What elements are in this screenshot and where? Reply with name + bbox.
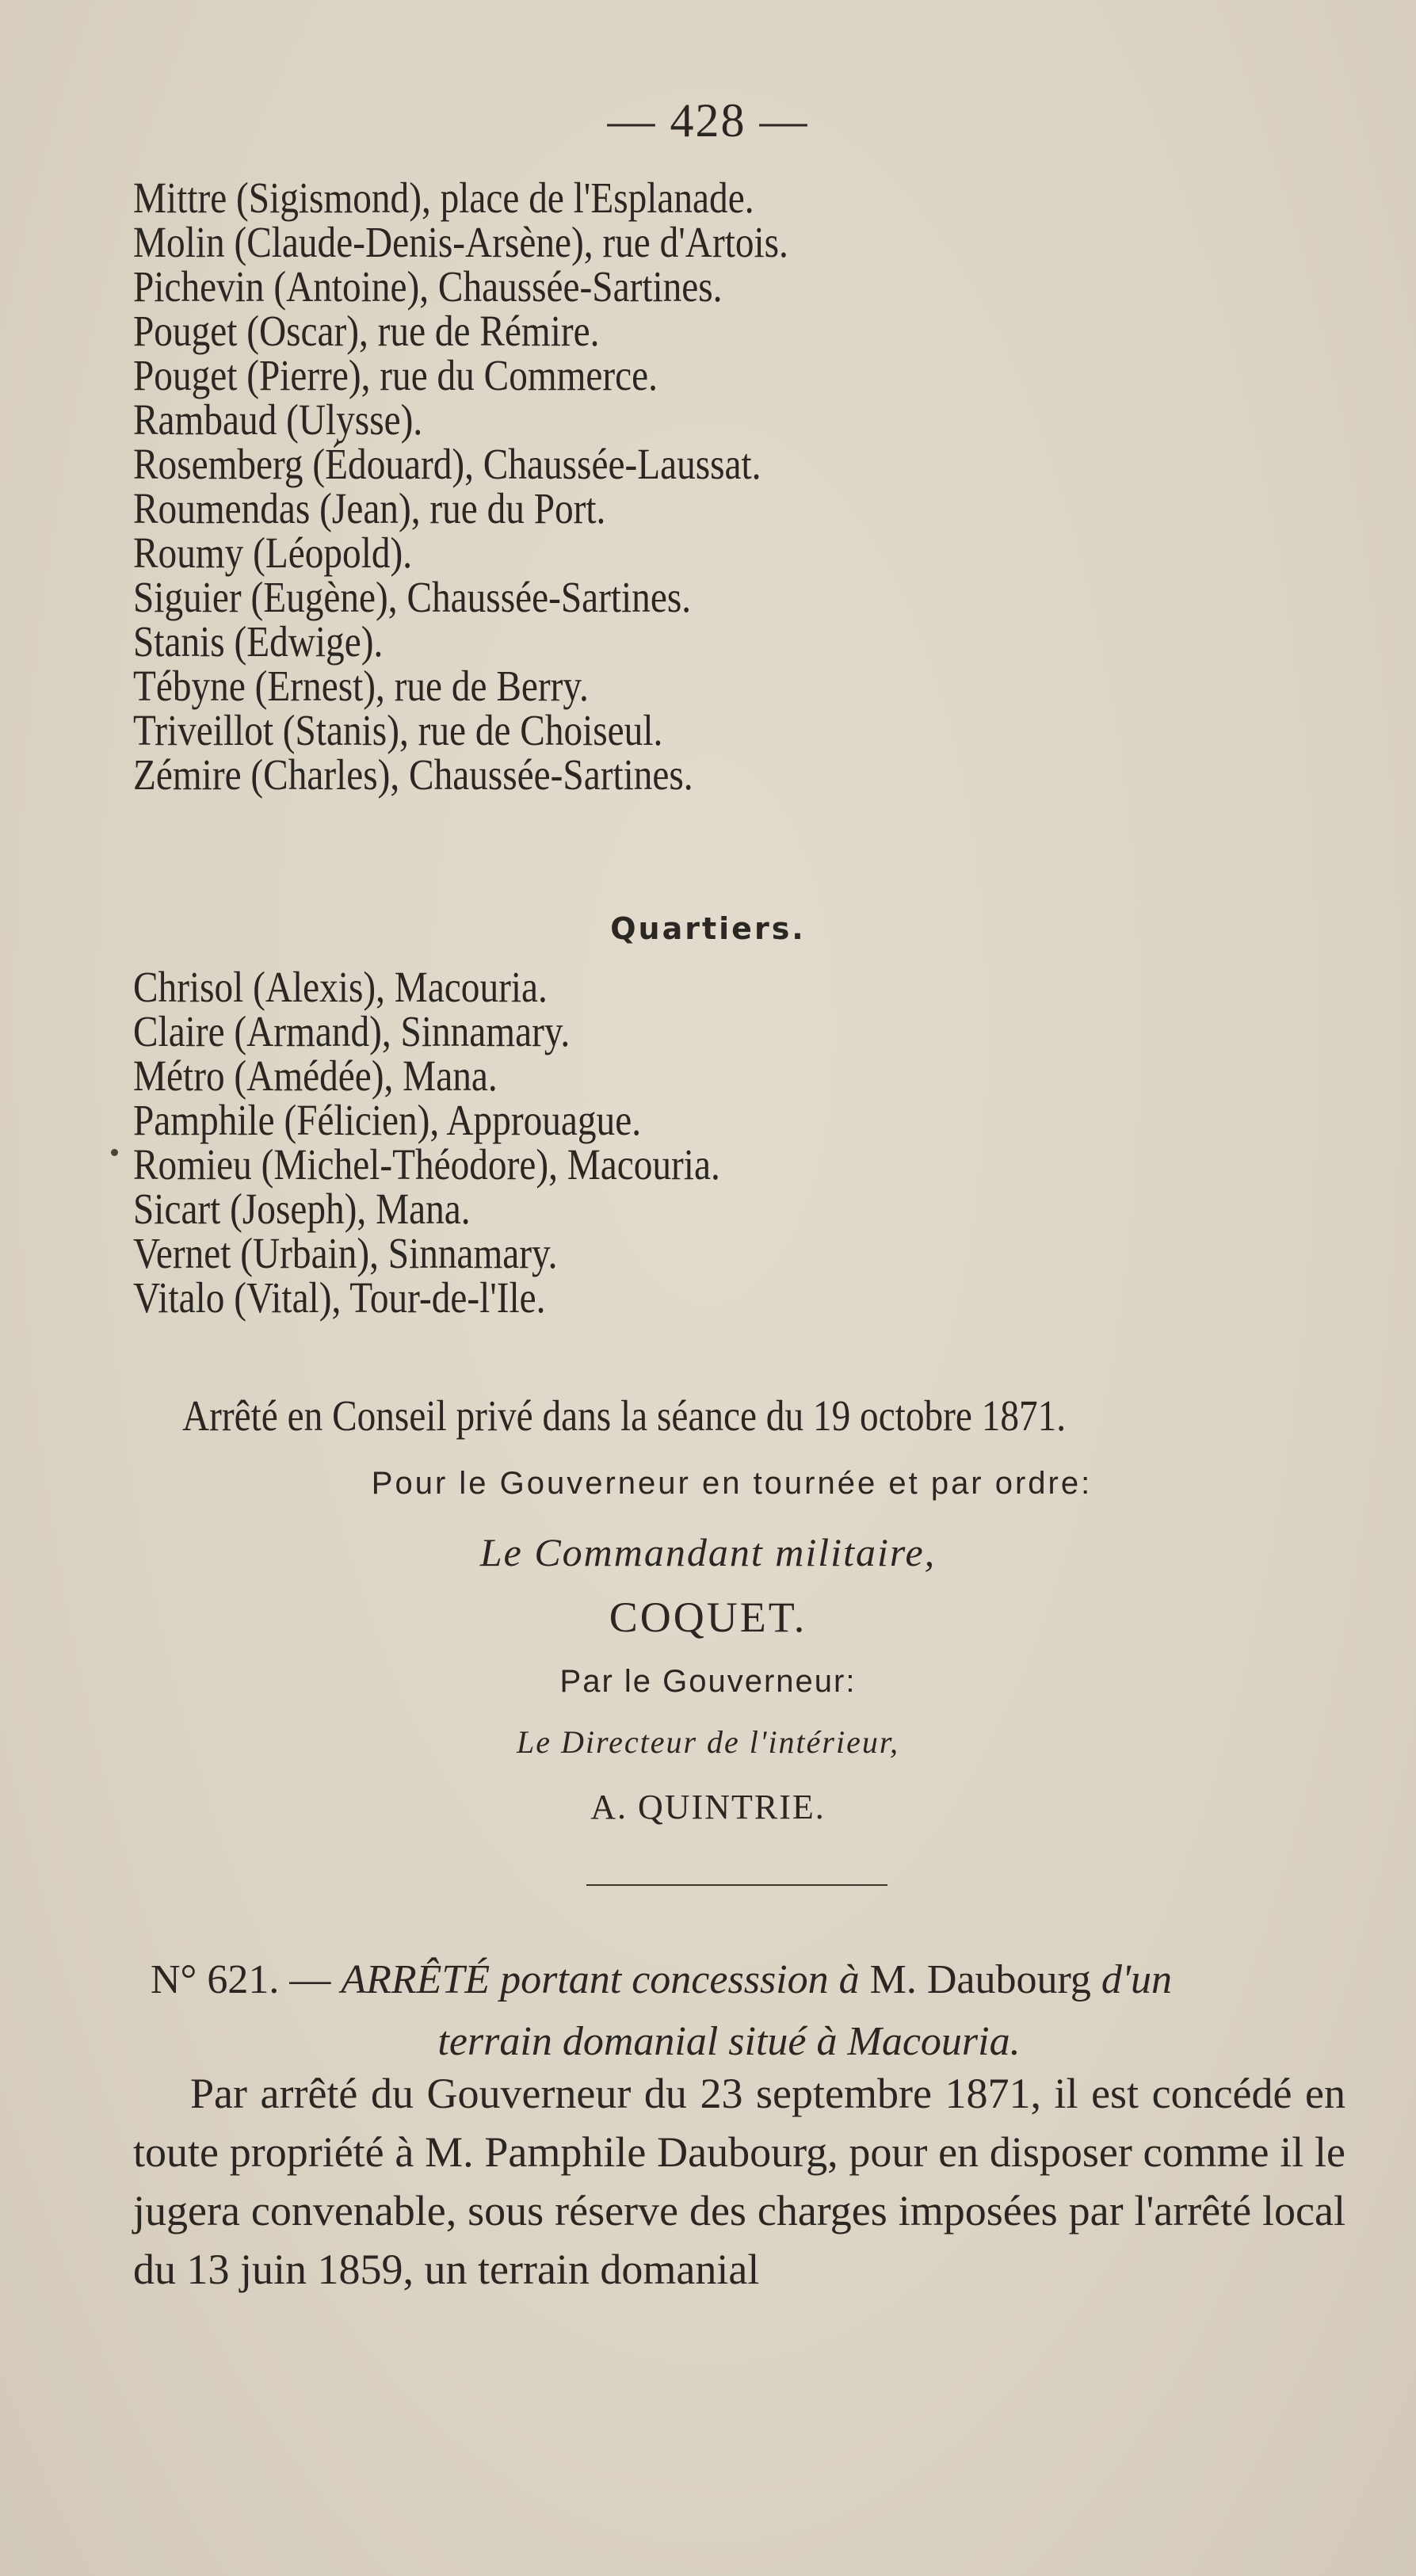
section-divider <box>586 1884 887 1886</box>
list-item: Chrisol (Alexis), Macouria. <box>133 963 548 1011</box>
list-item: Mittre (Sigismond), place de l'Esplanade. <box>133 174 754 222</box>
signature-coquet: COQUET. <box>609 1593 807 1641</box>
arrete-title-part1: ARRÊTÉ portant concesssion à <box>341 1957 860 2002</box>
list-item: Siguier (Eugène), Chaussée-Sartines. <box>133 573 692 621</box>
signature-quintrie: A. QUINTRIE. <box>590 1788 826 1826</box>
list-item: Vernet (Urbain), Sinnamary. <box>133 1229 558 1277</box>
order-line: Pour le Gouverneur en tournée et par ordre: <box>371 1466 1093 1501</box>
commandant-title: Le Commandant militaire, <box>479 1530 937 1574</box>
list-item: Roumy (Léopold). <box>133 529 413 577</box>
closing-statement: Arrêté en Conseil privé dans la séance du 19 octobre 1871. <box>182 1391 1067 1440</box>
arrete-number: N° 621. — <box>151 1957 331 2002</box>
page-number: — 428 — <box>607 94 809 147</box>
list-item: Claire (Armand), Sinnamary. <box>133 1007 571 1055</box>
arrete-title-line2: terrain domanial situé à Macouria. <box>437 2019 1021 2064</box>
arrete-person: M. Daubourg <box>869 1957 1091 2002</box>
list-item: Tébyne (Ernest), rue de Berry. <box>133 662 589 710</box>
directeur-title: Le Directeur de l'intérieur, <box>517 1724 899 1760</box>
list-item: Romieu (Michel-Théodore), Macouria. <box>133 1140 720 1189</box>
list-item: Pichevin (Antoine), Chaussée-Sartines. <box>133 262 723 311</box>
arrete-body-paragraph: Par arrêté du Gouverneur du 23 septembre 1871, il est concédé en toute propriété à M. Pamphile Daubourg, pour en disposer comme il le jugera convenable, sous réserve des charges imposées par l'arrêté local du 13 juin 1859, un terrain domanial <box>133 2070 1345 2293</box>
margin-mark <box>111 1149 118 1156</box>
list-item: Molin (Claude-Denis-Arsène), rue d'Artois. <box>133 218 788 266</box>
par-gouverneur-line: Par le Gouverneur: <box>559 1664 857 1699</box>
list-item: Stanis (Edwige). <box>133 617 384 666</box>
section-heading-quartiers: Quartiers. <box>610 911 806 946</box>
list-item: Zémire (Charles), Chaussée-Sartines. <box>133 750 693 799</box>
arrete-heading <box>151 1949 1307 2073</box>
list-item: Métro (Amédée), Mana. <box>133 1051 498 1100</box>
list-item: Vitalo (Vital), Tour-de-l'Ile. <box>133 1273 546 1322</box>
list-item: Sicart (Joseph), Mana. <box>133 1185 471 1233</box>
list-item: Rambaud (Ulysse). <box>133 395 423 444</box>
list-item: Pouget (Pierre), rue du Commerce. <box>133 351 658 399</box>
list-item: Triveillot (Stanis), rue de Choiseul. <box>133 706 663 754</box>
quartiers-list <box>133 965 1306 1320</box>
list-item: Roumendas (Jean), rue du Port. <box>133 484 606 532</box>
list-item: Pouget (Oscar), rue de Rémire. <box>133 307 600 355</box>
list-item: Rosemberg (Édouard), Chaussée-Laussat. <box>133 440 761 488</box>
arrete-title-part2: d'un <box>1101 1957 1172 2002</box>
list-item: Pamphile (Félicien), Approuague. <box>133 1096 642 1144</box>
residents-list <box>133 176 1306 797</box>
